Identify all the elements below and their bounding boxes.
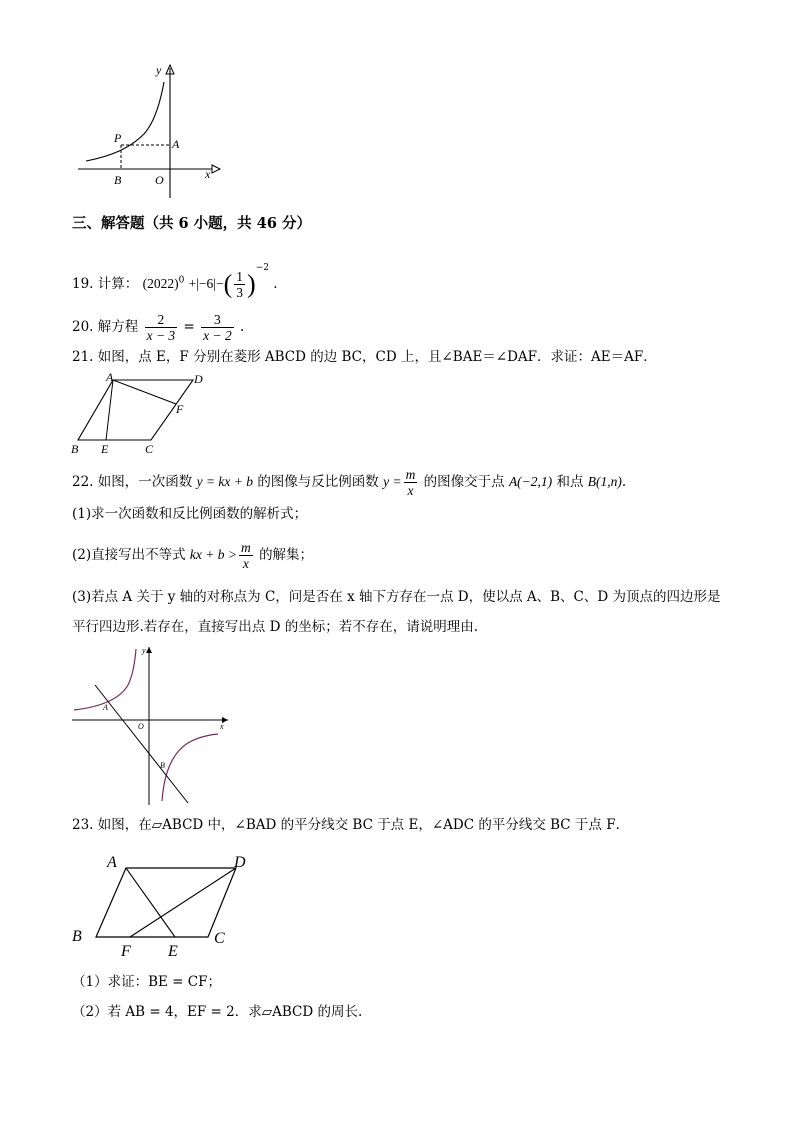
q19-exp0: 0 xyxy=(178,275,185,286)
label-E: E xyxy=(168,943,178,960)
q22-lead: 22. 如图，一次函数 xyxy=(72,474,193,490)
q22-point-A: A(−2,1) xyxy=(508,474,553,489)
q22-tail1: 的图像交于点 xyxy=(423,474,505,490)
q22-end: . xyxy=(621,474,627,490)
label-C: C xyxy=(145,442,154,456)
q22-inverse-fraction: $\frac{m}{x}$ xyxy=(405,467,416,498)
label-A: A xyxy=(103,703,108,712)
question-20 xyxy=(72,312,244,343)
q23-part1: （1）求证：BE = CF； xyxy=(72,974,221,990)
label-O: O xyxy=(155,173,164,187)
question-22 xyxy=(72,467,626,498)
q22-linear-function: y = kx + b xyxy=(196,474,254,489)
question-21: 21. 如图，点 E，F 分别在菱形 ABCD 的边 BC，CD 上，且∠BAE＝∠DAF．求证：AE＝AF． xyxy=(72,349,657,365)
q22-and: 和点 xyxy=(556,474,584,490)
q19-base: (2022) xyxy=(142,276,179,291)
q22-p2-fraction: $\frac{m}{x}$ xyxy=(241,540,251,571)
label-x: x xyxy=(220,722,224,731)
line-AB xyxy=(95,685,188,803)
q22-p2-lead: (2)直接写出不等式 xyxy=(72,547,186,563)
q20-number: 20. xyxy=(72,319,94,335)
curve xyxy=(86,82,164,161)
label-F: F xyxy=(176,402,184,416)
label-A: A xyxy=(107,854,117,871)
label-P: P xyxy=(114,131,122,145)
q19-number: 19. xyxy=(72,276,94,292)
segment-AE xyxy=(126,868,175,937)
label-D: D xyxy=(234,854,246,871)
q22-part3-line1: (3)若点 A 关于 y 轴的对称点为 C，问是否在 x 轴下方存在一点 D，使以点 A、B、C、D 为顶点的四边形是 xyxy=(72,589,721,605)
figure-22-function-graph xyxy=(70,643,235,808)
x-axis-arrow xyxy=(212,165,220,173)
figure-18-curve-graph xyxy=(72,60,222,200)
q20-equals: = xyxy=(183,319,195,335)
label-A: A xyxy=(172,137,180,151)
label-B: B xyxy=(114,173,122,187)
figure-23-parallelogram xyxy=(68,845,268,965)
q22-inverse-left: y = xyxy=(383,474,402,489)
hyperbola-branch-upper-left xyxy=(74,649,136,710)
segment-AE xyxy=(106,380,113,440)
label-x: x xyxy=(205,167,211,181)
label-B: B xyxy=(71,442,79,456)
segment-DF xyxy=(130,868,236,937)
q22-p2-tail: 的解集； xyxy=(259,547,314,563)
parallelogram-ABCD xyxy=(96,868,236,937)
label-A: A xyxy=(106,370,114,384)
segment-AF xyxy=(113,380,176,404)
hyperbola-branch-lower-right xyxy=(162,734,218,801)
q20-lead: 解方程 xyxy=(97,319,139,335)
label-C: C xyxy=(214,930,225,947)
label-y: y xyxy=(142,646,146,655)
q22-point-B: B(1,n) xyxy=(587,474,622,489)
q19-lead: 计算： xyxy=(97,276,139,292)
section-title: 三、解答题（共 6 小题，共 46 分） xyxy=(72,215,311,232)
figure-21-rhombus xyxy=(68,370,218,458)
q22-mid: 的图像与反比例函数 xyxy=(257,474,379,490)
q20-right-fraction: $\frac{3}{x - 2}$ xyxy=(203,312,232,343)
q22-part2 xyxy=(72,540,313,571)
q22-part1: (1)求一次函数和反比例函数的解析式； xyxy=(72,506,308,522)
q22-p2-inequality: kx + b > xyxy=(189,547,238,562)
q19-tail: . xyxy=(273,276,278,292)
label-y: y xyxy=(156,63,162,77)
q19-fraction: $\frac{1}{3}$ xyxy=(236,269,244,300)
label-O: O xyxy=(138,722,144,731)
label-B: B xyxy=(72,928,82,945)
label-F: F xyxy=(121,943,131,960)
q22-part3-line2: 平行四边形.若存在，直接写出点 D 的坐标；若不存在，请说明理由. xyxy=(72,619,478,635)
q23-part2: （2）若 AB = 4，EF = 2．求▱ABCD 的周长. xyxy=(72,1004,363,1020)
q19-exp2: −2 xyxy=(255,263,269,273)
q20-tail: . xyxy=(240,319,245,335)
q19-mid: +|−6|− xyxy=(188,276,224,291)
q20-left-fraction: $\frac{2}{x - 3}$ xyxy=(146,312,176,343)
y-axis-arrow xyxy=(146,647,152,653)
label-E: E xyxy=(101,442,109,456)
question-23: 23. 如图，在▱ABCD 中，∠BAD 的平分线交 BC 于点 E，∠ADC 的平分线交 BC 于点 F． xyxy=(72,817,630,833)
label-D: D xyxy=(194,372,203,386)
question-19: 19. 计算： $(2022)^0 +|-6|-$( $\frac{1}{3}$ )$^{-2}$ . xyxy=(72,263,278,300)
label-B: B xyxy=(160,761,165,770)
